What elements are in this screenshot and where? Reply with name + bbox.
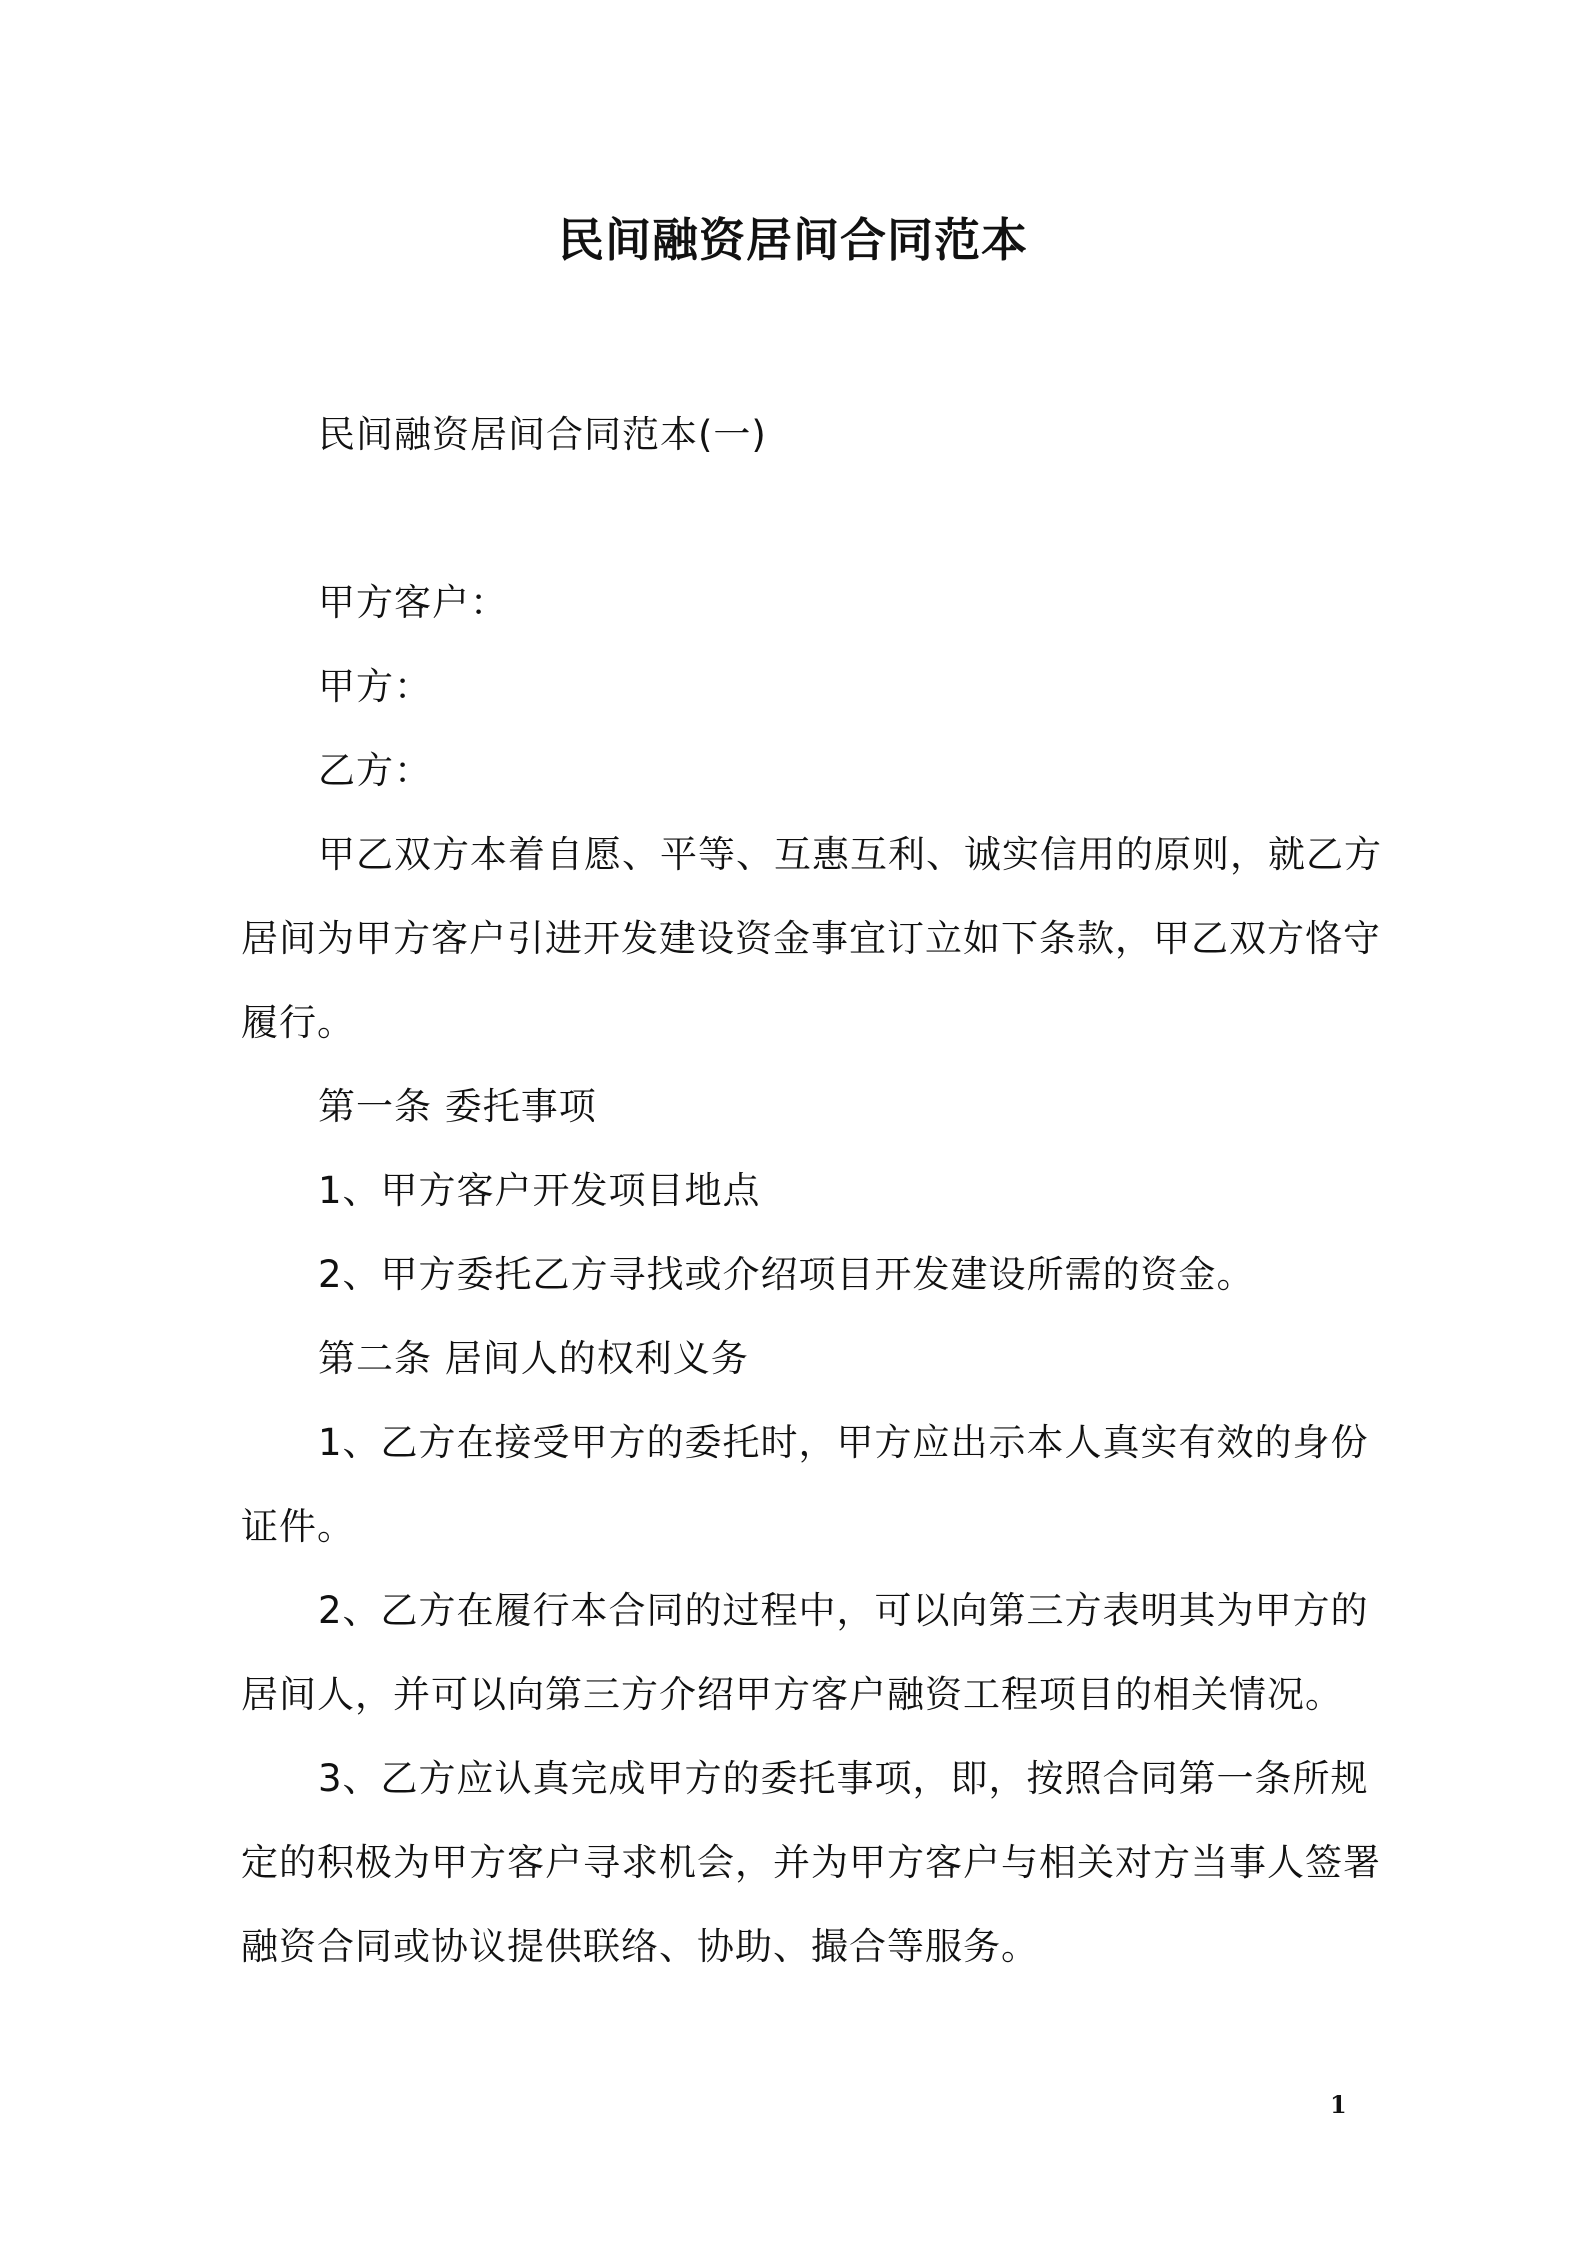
article-1-item-1: 1、甲方客户开发项目地点 bbox=[318, 1169, 761, 1212]
party-client-label: 甲方客户： bbox=[318, 581, 508, 624]
party-b-label: 乙方： bbox=[318, 749, 432, 792]
article-2-item-3-line-3: 融资合同或协议提供联络、协助、撮合等服务。 bbox=[241, 1925, 1039, 1968]
preamble-line-1: 甲乙双方本着自愿、平等、互惠互利、诚实信用的原则，就乙方 bbox=[318, 833, 1382, 876]
article-1-item-2: 2、甲方委托乙方寻找或介绍项目开发建设所需的资金。 bbox=[318, 1253, 1255, 1296]
article-2-item-1-line-1: 1、乙方在接受甲方的委托时，甲方应出示本人真实有效的身份 bbox=[318, 1421, 1369, 1464]
article-2-item-2-line-2: 居间人，并可以向第三方介绍甲方客户融资工程项目的相关情况。 bbox=[241, 1673, 1343, 1716]
document-subtitle: 民间融资居间合同范本(一) bbox=[318, 413, 767, 456]
article-2-heading: 第二条 居间人的权利义务 bbox=[318, 1337, 749, 1380]
article-2-item-3-line-2: 定的积极为甲方客户寻求机会，并为甲方客户与相关对方当事人签署 bbox=[241, 1841, 1381, 1884]
article-1-heading: 第一条 委托事项 bbox=[318, 1085, 597, 1128]
page-number: 1 bbox=[1330, 2090, 1347, 2119]
party-a-label: 甲方： bbox=[318, 665, 432, 708]
preamble-line-3: 履行。 bbox=[241, 1001, 355, 1044]
preamble-line-2: 居间为甲方客户引进开发建设资金事宜订立如下条款，甲乙双方恪守 bbox=[241, 917, 1381, 960]
article-2-item-3-line-1: 3、乙方应认真完成甲方的委托事项，即，按照合同第一条所规 bbox=[318, 1757, 1369, 1800]
article-2-item-2-line-1: 2、乙方在履行本合同的过程中，可以向第三方表明其为甲方的 bbox=[318, 1589, 1369, 1632]
document-title: 民间融资居间合同范本 bbox=[558, 213, 1028, 267]
article-2-item-1-line-2: 证件。 bbox=[241, 1505, 355, 1548]
